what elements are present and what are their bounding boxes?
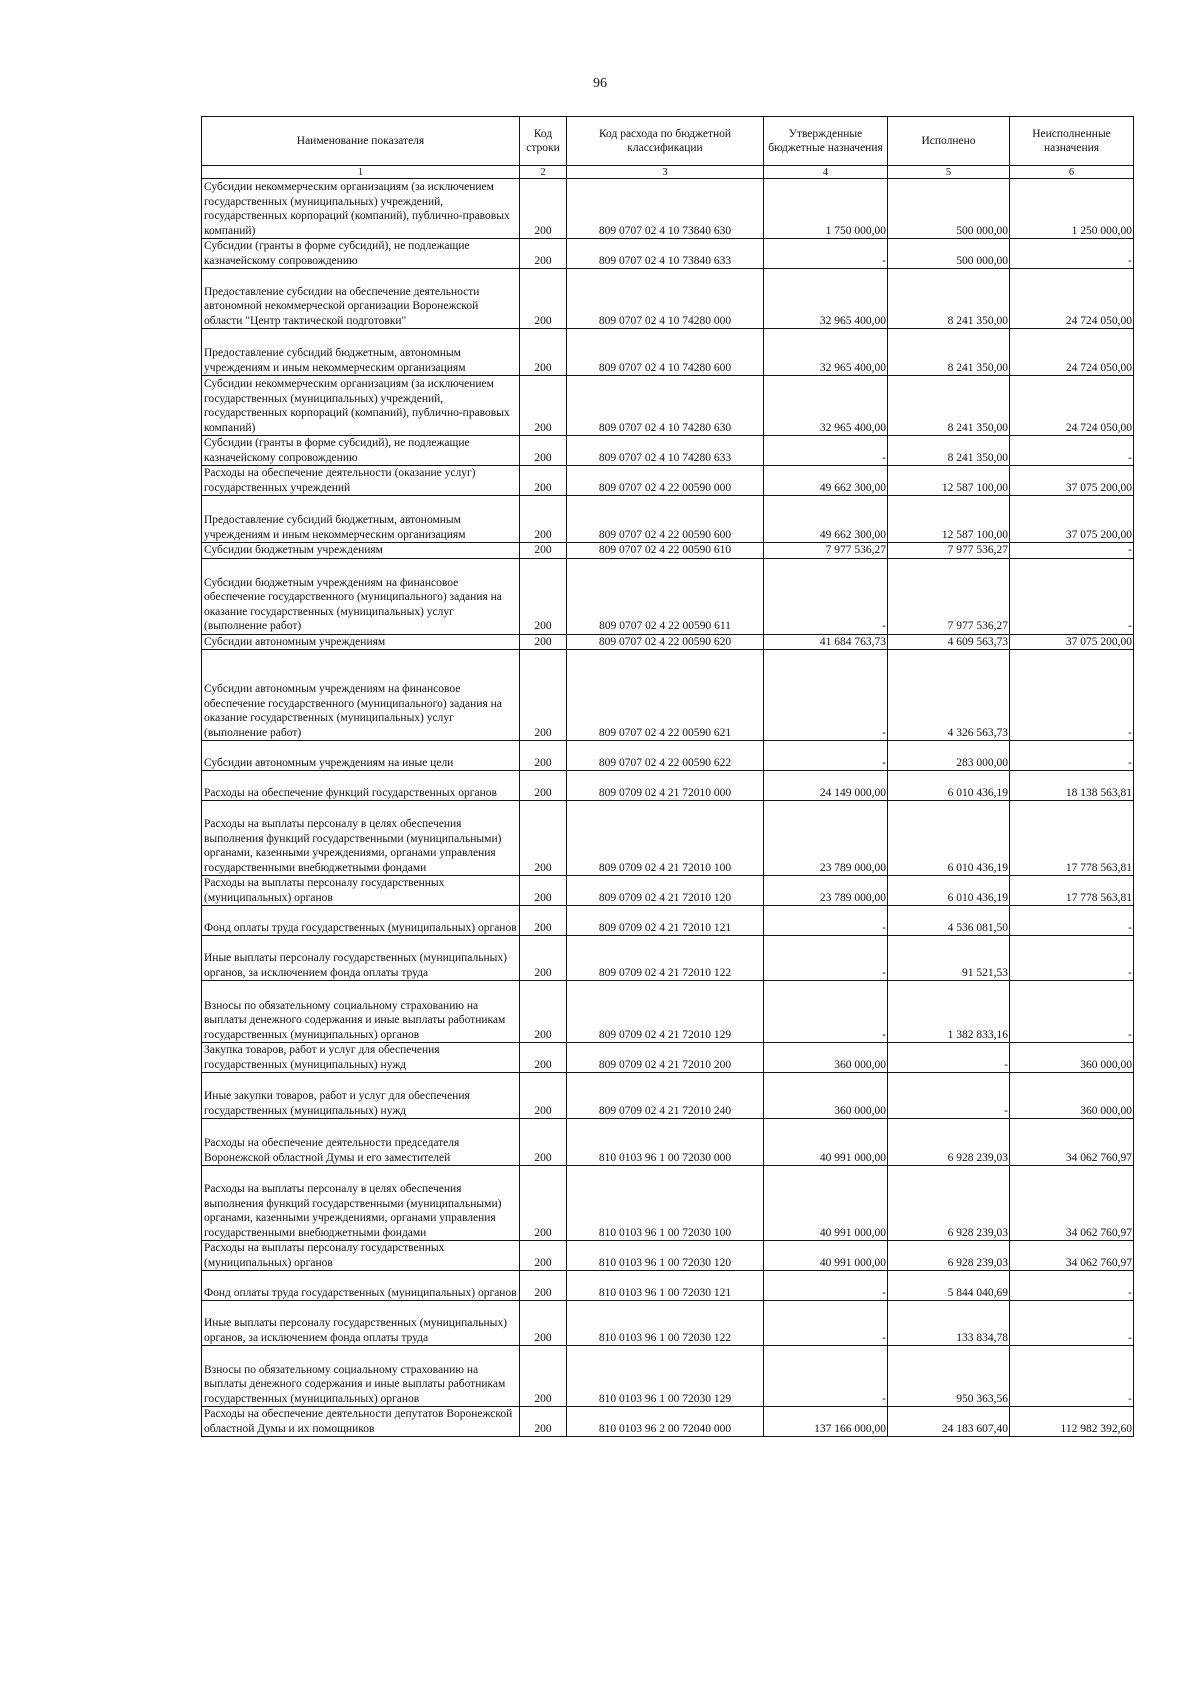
table-row — [202, 876, 1134, 906]
row-code: 200 — [520, 179, 567, 239]
page-number: 96 — [593, 76, 607, 91]
unexecuted-amount: - — [1010, 1271, 1134, 1301]
row-name: Расходы на выплаты персоналу в целях обеспечения выполнения функций государственными (муниципальными) органами, казенными учреждениями, органами управления государственными внебюджетными фондами — [202, 1166, 520, 1241]
header-budget-code: Код расхода по бюджетной классификации — [567, 117, 764, 166]
row-code: 200 — [520, 906, 567, 936]
budget-code: 810 0103 96 1 00 72030 100 — [567, 1166, 764, 1241]
row-code: 200 — [520, 1073, 567, 1119]
executed-amount: 7 977 536,27 — [888, 558, 1010, 634]
approved-amount: 40 991 000,00 — [764, 1241, 888, 1271]
table-row — [202, 906, 1134, 936]
table-row — [202, 543, 1134, 559]
budget-code: 810 0103 96 2 00 72040 000 — [567, 1407, 764, 1437]
executed-amount: 7 977 536,27 — [888, 543, 1010, 559]
unexecuted-amount: - — [1010, 1301, 1134, 1346]
budget-code: 809 0709 02 4 21 72010 100 — [567, 801, 764, 876]
unexecuted-amount: 37 075 200,00 — [1010, 634, 1134, 650]
budget-code: 809 0709 02 4 21 72010 129 — [567, 981, 764, 1043]
budget-code: 810 0103 96 1 00 72030 122 — [567, 1301, 764, 1346]
row-code: 200 — [520, 436, 567, 466]
budget-code: 809 0707 02 4 10 74280 600 — [567, 329, 764, 376]
row-code: 200 — [520, 771, 567, 801]
row-name: Субсидии бюджетным учреждениям — [202, 543, 520, 559]
column-number: 3 — [567, 166, 764, 179]
row-code: 200 — [520, 1346, 567, 1407]
column-number: 5 — [888, 166, 1010, 179]
executed-amount: 6 010 436,19 — [888, 876, 1010, 906]
unexecuted-amount: - — [1010, 741, 1134, 771]
table-header-row — [202, 117, 1134, 166]
row-name: Субсидии (гранты в форме субсидий), не подлежащие казначейскому сопровождению — [202, 239, 520, 269]
row-code: 200 — [520, 650, 567, 741]
budget-code: 809 0707 02 4 10 73840 630 — [567, 179, 764, 239]
approved-amount: 32 965 400,00 — [764, 269, 888, 329]
row-code: 200 — [520, 801, 567, 876]
budget-code: 809 0709 02 4 21 72010 122 — [567, 936, 764, 981]
row-name: Расходы на обеспечение деятельности председателя Воронежской областной Думы и его заместителей — [202, 1119, 520, 1166]
approved-amount: 40 991 000,00 — [764, 1166, 888, 1241]
unexecuted-amount: 37 075 200,00 — [1010, 496, 1134, 543]
table-row — [202, 650, 1134, 741]
unexecuted-amount: - — [1010, 650, 1134, 741]
unexecuted-amount: - — [1010, 906, 1134, 936]
row-name: Субсидии некоммерческим организациям (за исключением государственных (муниципальных) учреждений, государственных корпораций (компаний), публично-правовых компаний) — [202, 179, 520, 239]
approved-amount: - — [764, 906, 888, 936]
budget-code: 809 0707 02 4 10 73840 633 — [567, 239, 764, 269]
table-row — [202, 936, 1134, 981]
budget-code: 809 0709 02 4 21 72010 120 — [567, 876, 764, 906]
unexecuted-amount: 24 724 050,00 — [1010, 269, 1134, 329]
approved-amount: - — [764, 741, 888, 771]
row-name: Расходы на выплаты персоналу государственных (муниципальных) органов — [202, 1241, 520, 1271]
column-number: 6 — [1010, 166, 1134, 179]
budget-code: 809 0707 02 4 22 00590 600 — [567, 496, 764, 543]
approved-amount: - — [764, 650, 888, 741]
budget-code: 809 0707 02 4 22 00590 611 — [567, 558, 764, 634]
unexecuted-amount: - — [1010, 543, 1134, 559]
unexecuted-amount: 360 000,00 — [1010, 1043, 1134, 1073]
executed-amount: 91 521,53 — [888, 936, 1010, 981]
row-name: Субсидии автономным учреждениям — [202, 634, 520, 650]
approved-amount: 41 684 763,73 — [764, 634, 888, 650]
approved-amount: 1 750 000,00 — [764, 179, 888, 239]
budget-code: 810 0103 96 1 00 72030 120 — [567, 1241, 764, 1271]
approved-amount: 32 965 400,00 — [764, 329, 888, 376]
executed-amount: 6 928 239,03 — [888, 1166, 1010, 1241]
budget-code: 809 0707 02 4 22 00590 620 — [567, 634, 764, 650]
table-row — [202, 558, 1134, 634]
header-row-code: Код строки — [520, 117, 567, 166]
table-row — [202, 239, 1134, 269]
column-number: 1 — [202, 166, 520, 179]
table-row — [202, 741, 1134, 771]
approved-amount: 360 000,00 — [764, 1043, 888, 1073]
row-name: Предоставление субсидий бюджетным, автономным учреждениям и иным некоммерческим организациям — [202, 496, 520, 543]
executed-amount: 500 000,00 — [888, 239, 1010, 269]
executed-amount: 6 928 239,03 — [888, 1119, 1010, 1166]
table-row — [202, 1043, 1134, 1073]
unexecuted-amount: - — [1010, 239, 1134, 269]
row-name: Расходы на обеспечение функций государственных органов — [202, 771, 520, 801]
table-row — [202, 436, 1134, 466]
approved-amount: - — [764, 1301, 888, 1346]
budget-execution-table — [201, 116, 1134, 1437]
unexecuted-amount: - — [1010, 558, 1134, 634]
executed-amount: 500 000,00 — [888, 179, 1010, 239]
row-code: 200 — [520, 1119, 567, 1166]
table-row — [202, 1407, 1134, 1437]
row-name: Расходы на выплаты персоналу в целях обеспечения выполнения функций государственными (муниципальными) органами, казенными учреждениями, органами управления государственными внебюджетными фондами — [202, 801, 520, 876]
budget-code: 809 0707 02 4 22 00590 000 — [567, 466, 764, 496]
row-code: 200 — [520, 239, 567, 269]
unexecuted-amount: 34 062 760,97 — [1010, 1119, 1134, 1166]
row-code: 200 — [520, 269, 567, 329]
approved-amount: - — [764, 936, 888, 981]
unexecuted-amount: 18 138 563,81 — [1010, 771, 1134, 801]
approved-amount: 49 662 300,00 — [764, 496, 888, 543]
unexecuted-amount: 112 982 392,60 — [1010, 1407, 1134, 1437]
row-code: 200 — [520, 981, 567, 1043]
table-row — [202, 1073, 1134, 1119]
header-approved: Утвержденные бюджетные назначения — [764, 117, 888, 166]
row-name: Иные выплаты персоналу государственных (муниципальных) органов, за исключением фонда оплаты труда — [202, 936, 520, 981]
row-name: Субсидии автономным учреждениям на иные цели — [202, 741, 520, 771]
budget-code: 809 0709 02 4 21 72010 240 — [567, 1073, 764, 1119]
table-row — [202, 771, 1134, 801]
executed-amount: 6 010 436,19 — [888, 801, 1010, 876]
row-name: Предоставление субсидий бюджетным, автономным учреждениям и иным некоммерческим организациям — [202, 329, 520, 376]
approved-amount: - — [764, 436, 888, 466]
unexecuted-amount: 34 062 760,97 — [1010, 1166, 1134, 1241]
row-name: Иные закупки товаров, работ и услуг для обеспечения государственных (муниципальных) нужд — [202, 1073, 520, 1119]
row-name: Расходы на обеспечение деятельности (оказание услуг) государственных учреждений — [202, 466, 520, 496]
row-code: 200 — [520, 466, 567, 496]
row-code: 200 — [520, 1407, 567, 1437]
approved-amount: 360 000,00 — [764, 1073, 888, 1119]
row-code: 200 — [520, 1166, 567, 1241]
budget-code: 809 0707 02 4 10 74280 630 — [567, 376, 764, 436]
approved-amount: 137 166 000,00 — [764, 1407, 888, 1437]
column-number: 4 — [764, 166, 888, 179]
column-number-row — [202, 166, 1134, 179]
budget-code: 810 0103 96 1 00 72030 129 — [567, 1346, 764, 1407]
unexecuted-amount: - — [1010, 981, 1134, 1043]
executed-amount: - — [888, 1043, 1010, 1073]
row-code: 200 — [520, 1241, 567, 1271]
row-name: Субсидии автономным учреждениям на финансовое обеспечение государственного (муниципального) задания на оказание государственных (муниципальных) услуг (выполнение работ) — [202, 650, 520, 741]
executed-amount: 8 241 350,00 — [888, 329, 1010, 376]
budget-code: 809 0707 02 4 10 74280 000 — [567, 269, 764, 329]
approved-amount: 23 789 000,00 — [764, 876, 888, 906]
executed-amount: 8 241 350,00 — [888, 269, 1010, 329]
approved-amount: 23 789 000,00 — [764, 801, 888, 876]
table-row — [202, 376, 1134, 436]
unexecuted-amount: 24 724 050,00 — [1010, 376, 1134, 436]
approved-amount: 40 991 000,00 — [764, 1119, 888, 1166]
unexecuted-amount: 360 000,00 — [1010, 1073, 1134, 1119]
approved-amount: 24 149 000,00 — [764, 771, 888, 801]
table-row — [202, 1166, 1134, 1241]
table-row — [202, 466, 1134, 496]
row-code: 200 — [520, 329, 567, 376]
row-name: Фонд оплаты труда государственных (муниципальных) органов — [202, 906, 520, 936]
row-code: 200 — [520, 543, 567, 559]
row-name: Субсидии (гранты в форме субсидий), не подлежащие казначейскому сопровождению — [202, 436, 520, 466]
budget-code: 809 0709 02 4 21 72010 000 — [567, 771, 764, 801]
row-name: Субсидии бюджетным учреждениям на финансовое обеспечение государственного (муниципального) задания на оказание государственных (муниципальных) услуг (выполнение работ) — [202, 558, 520, 634]
row-code: 200 — [520, 376, 567, 436]
table-row — [202, 1301, 1134, 1346]
row-code: 200 — [520, 496, 567, 543]
row-code: 200 — [520, 1271, 567, 1301]
row-name: Взносы по обязательному социальному страхованию на выплаты денежного содержания и иные выплаты работникам государственных (муниципальных) органов — [202, 981, 520, 1043]
executed-amount: 8 241 350,00 — [888, 376, 1010, 436]
approved-amount: - — [764, 558, 888, 634]
unexecuted-amount: - — [1010, 1346, 1134, 1407]
table-row — [202, 981, 1134, 1043]
table-row — [202, 496, 1134, 543]
executed-amount: 133 834,78 — [888, 1301, 1010, 1346]
table-row — [202, 269, 1134, 329]
unexecuted-amount: - — [1010, 436, 1134, 466]
header-unexecuted: Неисполненные назначения — [1010, 117, 1134, 166]
row-name: Расходы на обеспечение деятельности депутатов Воронежской областной Думы и их помощников — [202, 1407, 520, 1437]
row-code: 200 — [520, 876, 567, 906]
row-name: Взносы по обязательному социальному страхованию на выплаты денежного содержания и иные выплаты работникам государственных (муниципальных) органов — [202, 1346, 520, 1407]
unexecuted-amount: 37 075 200,00 — [1010, 466, 1134, 496]
approved-amount: - — [764, 981, 888, 1043]
table-row — [202, 1346, 1134, 1407]
table-row — [202, 801, 1134, 876]
budget-code: 809 0709 02 4 21 72010 200 — [567, 1043, 764, 1073]
executed-amount: 4 609 563,73 — [888, 634, 1010, 650]
table-row — [202, 179, 1134, 239]
approved-amount: 32 965 400,00 — [764, 376, 888, 436]
executed-amount: 283 000,00 — [888, 741, 1010, 771]
header-executed: Исполнено — [888, 117, 1010, 166]
unexecuted-amount: 1 250 000,00 — [1010, 179, 1134, 239]
row-code: 200 — [520, 558, 567, 634]
approved-amount: 49 662 300,00 — [764, 466, 888, 496]
unexecuted-amount: 17 778 563,81 — [1010, 801, 1134, 876]
budget-code: 809 0707 02 4 10 74280 633 — [567, 436, 764, 466]
executed-amount: 6 928 239,03 — [888, 1241, 1010, 1271]
executed-amount: 1 382 833,16 — [888, 981, 1010, 1043]
budget-code: 809 0707 02 4 22 00590 621 — [567, 650, 764, 741]
approved-amount: - — [764, 1271, 888, 1301]
row-name: Фонд оплаты труда государственных (муниципальных) органов — [202, 1271, 520, 1301]
table-row — [202, 1119, 1134, 1166]
executed-amount: 6 010 436,19 — [888, 771, 1010, 801]
budget-code: 810 0103 96 1 00 72030 000 — [567, 1119, 764, 1166]
table-row — [202, 1271, 1134, 1301]
executed-amount: 5 844 040,69 — [888, 1271, 1010, 1301]
executed-amount: - — [888, 1073, 1010, 1119]
executed-amount: 12 587 100,00 — [888, 496, 1010, 543]
executed-amount: 24 183 607,40 — [888, 1407, 1010, 1437]
table-row — [202, 634, 1134, 650]
budget-code: 809 0709 02 4 21 72010 121 — [567, 906, 764, 936]
executed-amount: 950 363,56 — [888, 1346, 1010, 1407]
table-body — [202, 179, 1134, 1437]
row-name: Предоставление субсидии на обеспечение деятельности автономной некоммерческой организации Воронежской области "Центр тактической подготовки" — [202, 269, 520, 329]
row-code: 200 — [520, 634, 567, 650]
unexecuted-amount: 34 062 760,97 — [1010, 1241, 1134, 1271]
budget-code: 809 0707 02 4 22 00590 610 — [567, 543, 764, 559]
unexecuted-amount: - — [1010, 936, 1134, 981]
row-code: 200 — [520, 1043, 567, 1073]
table-row — [202, 1241, 1134, 1271]
budget-code: 810 0103 96 1 00 72030 121 — [567, 1271, 764, 1301]
unexecuted-amount: 24 724 050,00 — [1010, 329, 1134, 376]
row-code: 200 — [520, 741, 567, 771]
unexecuted-amount: 17 778 563,81 — [1010, 876, 1134, 906]
budget-code: 809 0707 02 4 22 00590 622 — [567, 741, 764, 771]
executed-amount: 4 536 081,50 — [888, 906, 1010, 936]
row-code: 200 — [520, 936, 567, 981]
approved-amount: - — [764, 1346, 888, 1407]
header-indicator-name: Наименование показателя — [202, 117, 520, 166]
executed-amount: 4 326 563,73 — [888, 650, 1010, 741]
column-number: 2 — [520, 166, 567, 179]
row-name: Закупка товаров, работ и услуг для обеспечения государственных (муниципальных) нужд — [202, 1043, 520, 1073]
approved-amount: 7 977 536,27 — [764, 543, 888, 559]
table-row — [202, 329, 1134, 376]
approved-amount: - — [764, 239, 888, 269]
executed-amount: 8 241 350,00 — [888, 436, 1010, 466]
executed-amount: 12 587 100,00 — [888, 466, 1010, 496]
row-name: Расходы на выплаты персоналу государственных (муниципальных) органов — [202, 876, 520, 906]
row-name: Иные выплаты персоналу государственных (муниципальных) органов, за исключением фонда оплаты труда — [202, 1301, 520, 1346]
row-name: Субсидии некоммерческим организациям (за исключением государственных (муниципальных) учреждений, государственных корпораций (компаний), публично-правовых компаний) — [202, 376, 520, 436]
row-code: 200 — [520, 1301, 567, 1346]
